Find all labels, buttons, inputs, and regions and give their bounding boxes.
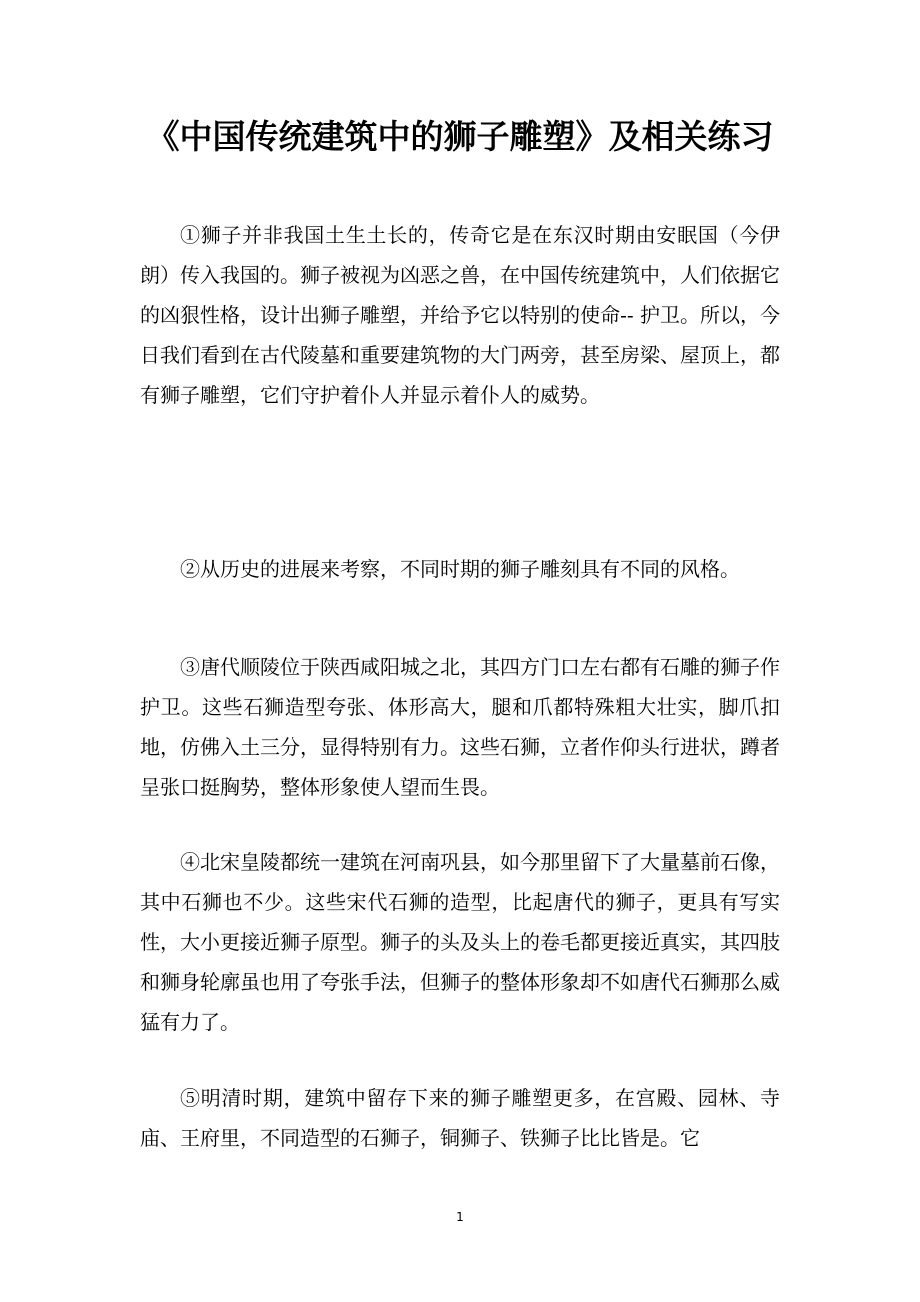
paragraph-5: ⑤明清时期，建筑中留存下来的狮子雕塑更多，在宫殿、园林、寺庙、王府里，不同造型的石狮子，铜狮子、铁狮子比比皆是。它 <box>140 1086 780 1150</box>
paragraph-3: ③唐代顺陵位于陕西咸阳城之北，其四方门口左右都有石雕的狮子作护卫。这些石狮造型夸张、体形高大，腿和爪都特殊粗大壮实，脚爪扣地，仿佛入土三分，显得特别有力。这些石狮，立者作仰头行进状，蹲者呈张口挺胸势，整体形象使人望而生畏。 <box>140 655 780 799</box>
paragraph-1: ①狮子并非我国土生土长的，传奇它是在东汉时期由安眠国（今伊朗）传入我国的。狮子被视为凶恶之兽，在中国传统建筑中，人们依据它的凶狠性格，设计出狮子雕塑，并给予它以特别的使命-- 护卫。所以，今日我们看到在古代陵墓和重要建筑物的大门两旁，甚至房梁、屋顶上，都有狮子雕塑，它们守护着仆人并显示着仆人的威势。 <box>140 223 780 407</box>
document-title: 《中国传统建筑中的狮子雕塑》及相关练习 <box>146 117 774 156</box>
page-number: 1 <box>456 1210 464 1224</box>
paragraph-2: ②从历史的进展来考察，不同时期的狮子雕刻具有不同的风格。 <box>180 557 740 581</box>
paragraph-4: ④北宋皇陵都统一建筑在河南巩县，如今那里留下了大量墓前石像，其中石狮也不少。这些宋代石狮的造型，比起唐代的狮子，更具有写实性，大小更接近狮子原型。狮子的头及头上的卷毛都更接近真实，其四肢和狮身轮廓虽也用了夸张手法，但狮子的整体形象却不如唐代石狮那么威猛有力了。 <box>140 850 780 1034</box>
